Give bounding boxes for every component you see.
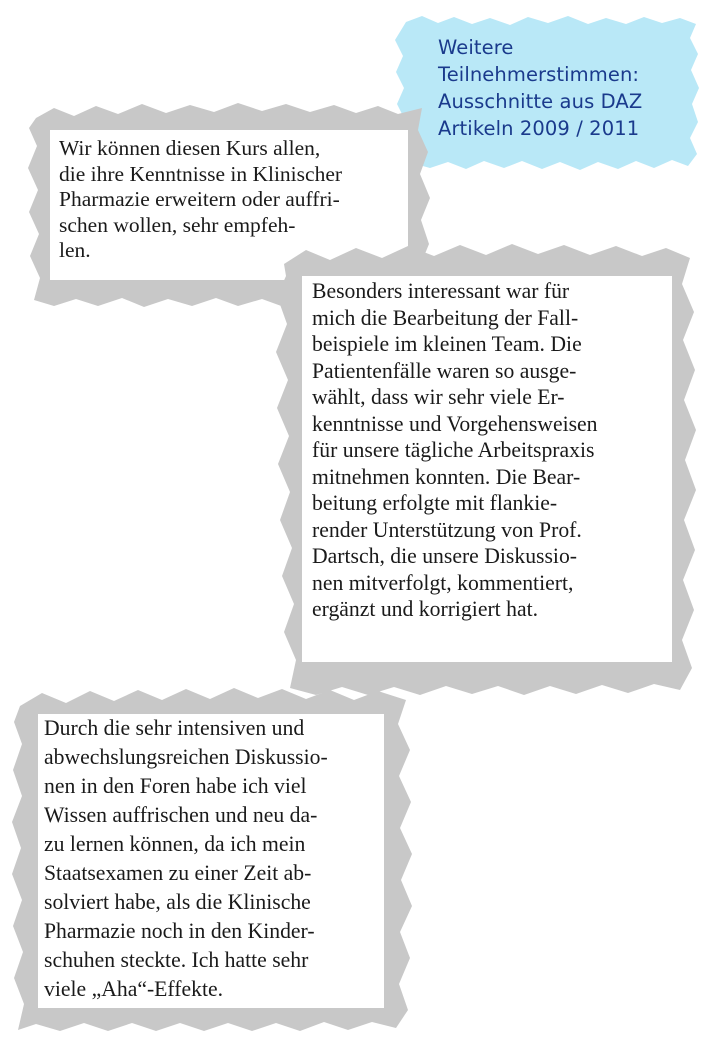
quote-2-line-3: beispiele im kleinen Team. Die	[312, 332, 582, 356]
quote-1-line-5: len.	[59, 238, 91, 263]
quote-2-line-2: mich die Bearbeitung der Fall-	[312, 305, 579, 330]
quote-3-line-5: zu lernen können, da ich mein	[44, 832, 306, 856]
quote-2-line-5: wählt, dass wir sehr viele Er-	[312, 385, 565, 409]
quote-2-line-1: Besonders interessant war für	[312, 279, 570, 303]
quote-3-line-2: abwechslungsreichen Diskussio-	[44, 745, 328, 769]
quote-2-line-6: kenntnisse und Vorgehensweisen	[312, 411, 598, 436]
quote-3-line-10: viele „Aha“-Effekte.	[44, 977, 224, 1001]
quote-3-line-1: Durch die sehr intensiven und	[44, 716, 305, 740]
quote-3-line-8: Pharmazie noch in den Kinder-	[44, 919, 315, 943]
callout-line-4: Artikeln 2009 / 2011	[438, 117, 640, 140]
quote-1-line-4: schen wollen, sehr empfeh-	[59, 212, 296, 237]
quote-3-line-4: Wissen auffrischen und neu da-	[44, 803, 318, 827]
quote-2-line-11: Dartsch, die unsere Diskussio-	[312, 544, 578, 568]
quote-3-line-6: Staatsexamen zu einer Zeit ab-	[44, 861, 312, 885]
quote-2-paper	[302, 276, 672, 662]
quote-2-line-4: Patientenfälle waren so ausge-	[312, 358, 577, 383]
quote-1-line-3: Pharmazie erweitern oder auffri-	[59, 187, 340, 212]
quote-2-line-13: ergänzt und korrigiert hat.	[312, 597, 539, 621]
quote-1-line-2: die ihre Kenntnisse in Klinischer	[59, 161, 343, 186]
callout-line-1: Weitere	[438, 36, 514, 59]
quote-2-line-12: nen mitverfolgt, kommentiert,	[312, 570, 574, 595]
quote-2-line-7: für unsere tägliche Arbeitspraxis	[312, 438, 595, 462]
quote-3-line-7: solviert habe, als die Klinische	[44, 890, 311, 914]
quote-1-line-1: Wir können diesen Kurs allen,	[59, 136, 321, 160]
quote-3-line-9: schuhen steckte. Ich hatte sehr	[44, 948, 309, 972]
quote-2-line-8: mitnehmen konnten. Die Bear-	[312, 464, 581, 489]
callout-heading	[438, 34, 698, 142]
quote-2-line-9: beitung erfolgte mit flankie-	[312, 491, 558, 515]
callout-line-3: Ausschnitte aus DAZ	[438, 90, 643, 113]
quote-2-line-10: render Unterstützung von Prof.	[312, 517, 582, 542]
callout-line-2: Teilnehmerstimmen:	[438, 63, 640, 86]
quote-3-line-3: nen in den Foren habe ich viel	[44, 774, 307, 798]
quote-3-paper	[38, 714, 384, 1008]
